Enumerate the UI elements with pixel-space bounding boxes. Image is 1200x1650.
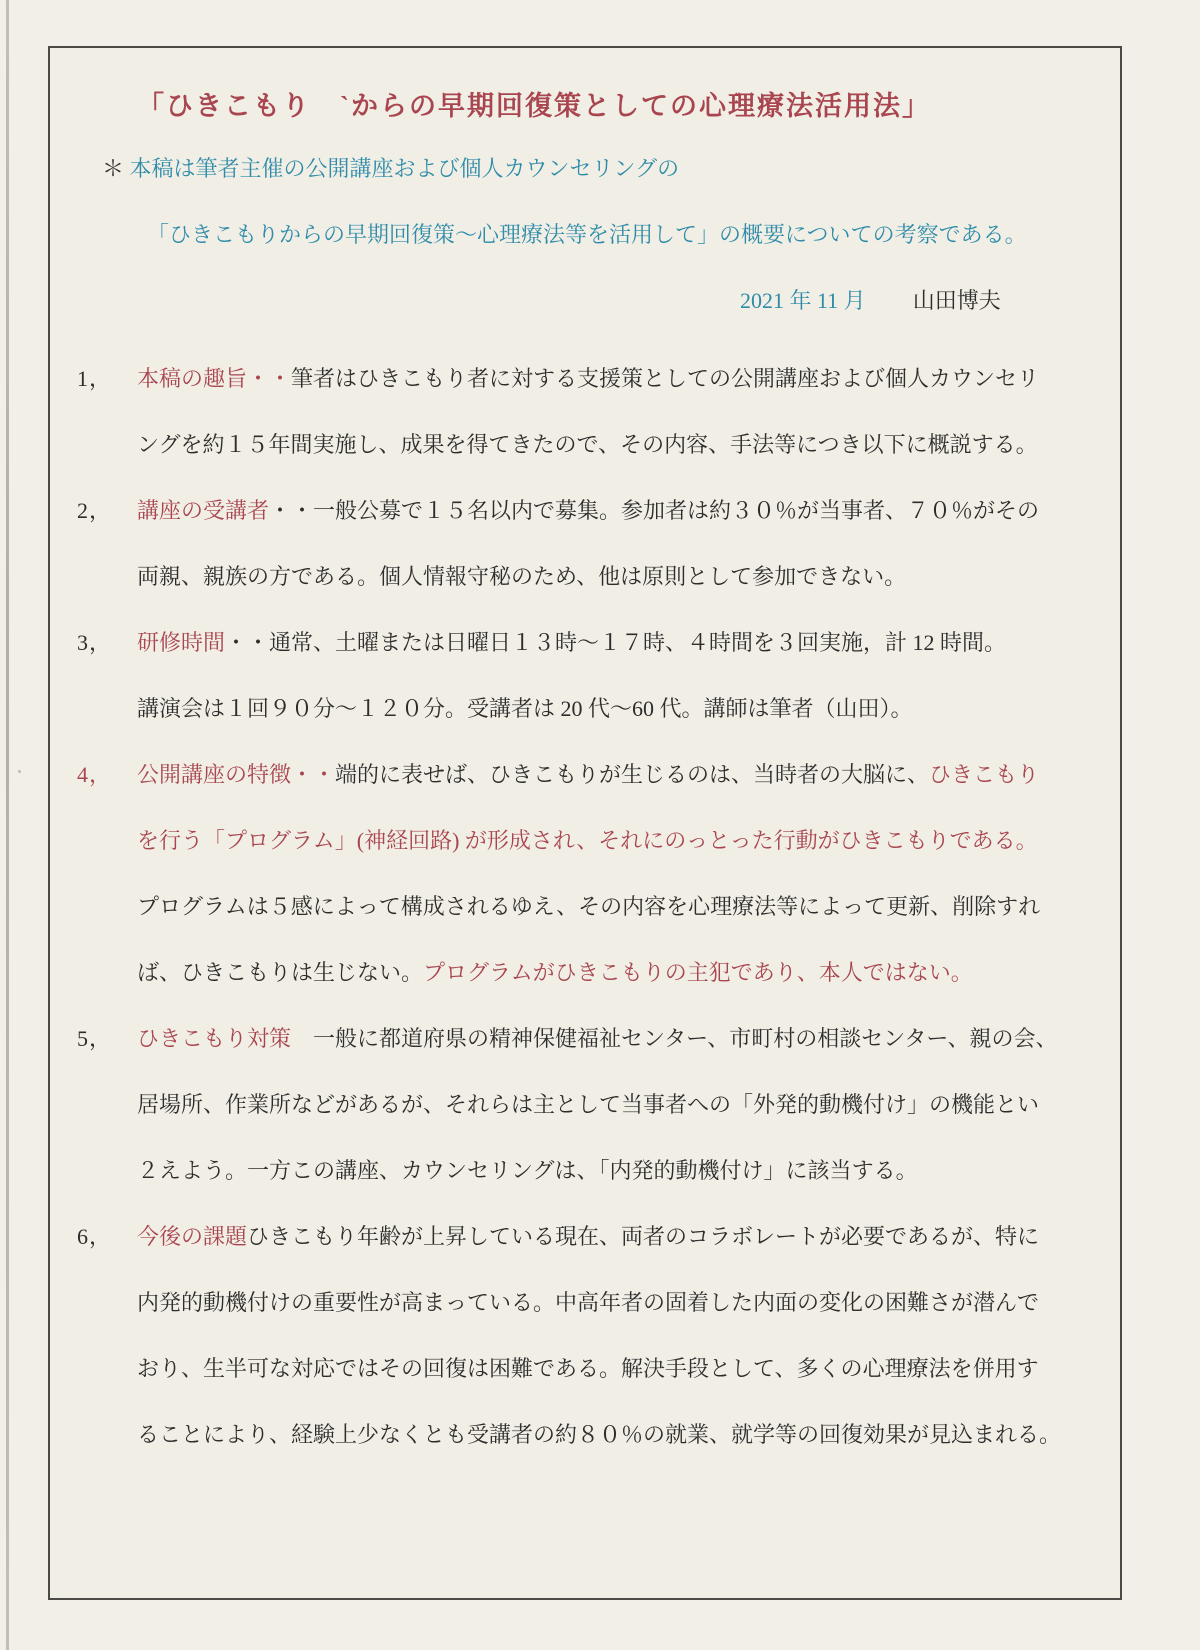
document-frame: [48, 46, 1122, 1600]
text-segment: 筆者はひきこもり者に対する支援策としての公開講座および個人カウンセリ: [291, 366, 1040, 391]
text-segment: 研修時間: [137, 630, 226, 655]
text-segment: 講演会は１回９０分～１２０分。受講者は 20 代～60 代。講師は筆者（山田）。: [137, 696, 913, 721]
text-segment: 一般に都道府県の精神保健福祉センター、市町村の相談センター、親の会、: [291, 1026, 1058, 1051]
text-segment: ２えよう。一方この講座、カウンセリングは、「内発的動機付け」に該当する。: [137, 1158, 918, 1183]
date-text: 2021 年 11 月: [740, 288, 866, 313]
section-3-line-2: [50, 676, 1120, 742]
text-segment: 端的に表せば、ひきこもりが生じるのは、当時者の大脳に、: [335, 762, 930, 787]
section-number: 5，: [77, 1026, 113, 1051]
text-segment: プログラムがひきこもりの主犯であり、本人ではない。: [423, 960, 973, 985]
section-6: [50, 1204, 1120, 1468]
author-name: 山田博夫: [912, 288, 1001, 313]
section-5: [50, 1006, 1120, 1204]
section-number: 6，: [77, 1224, 113, 1249]
text-segment: ・・一般公募で１５名以内で募集。参加者は約３０％が当事者、７０％がその: [269, 498, 1040, 523]
scanner-edge-shadow: [6, 0, 9, 1650]
byline: [50, 268, 1120, 334]
section-5-line-1: [50, 1006, 1120, 1072]
text-segment: おり、生半可な対応ではその回復は困難である。解決手段として、多くの心理療法を併用す: [137, 1356, 1039, 1381]
text-segment: を行う「プログラム」(神経回路) が形成され、それにのっとった行動がひきこもりである。: [137, 828, 1038, 853]
text-segment: ングを約１５年間実施し、成果を得てきたので、その内容、手法等につき以下に概説する。: [137, 432, 1038, 457]
section-number: 2，: [77, 498, 113, 523]
quote-line: 「ひきこもりからの早期回復策～心理療法等を活用して」の概要についての考察である。: [147, 222, 1027, 247]
section-number: 3，: [77, 630, 113, 655]
section-2-line-2: [50, 544, 1120, 610]
text-segment: ひきこもり年齢が上昇している現在、両者のコラボレートが必要であるが、特に: [247, 1224, 1040, 1249]
section-number: 1，: [77, 366, 113, 391]
text-segment: ・・通常、土曜または日曜日１３時～１７時、４時間を３回実施，計 12 時間。: [225, 630, 1007, 655]
note-text: 本稿は筆者主催の公開講座および個人カウンセリングの: [129, 156, 680, 181]
text-segment: 本稿の趣旨・・: [137, 366, 292, 391]
section-2: [50, 478, 1120, 610]
text-segment: 居場所、作業所などがあるが、それらは主として当事者への「外発的動機付け」の機能とい: [137, 1092, 1040, 1117]
text-segment: 公開講座の特徴・・: [137, 762, 336, 787]
section-6-line-3: [50, 1336, 1120, 1402]
scan-speck: [18, 770, 21, 773]
text-segment: ひきこもり対策: [137, 1026, 292, 1051]
section-6-line-2: [50, 1270, 1120, 1336]
section-3-line-1: [50, 610, 1120, 676]
text-segment: 内発的動機付けの重要性が高まっている。中高年者の固着した内面の変化の困難さが潜んで: [137, 1290, 1040, 1315]
section-6-line-4: [50, 1402, 1120, 1468]
section-4-line-4: [50, 940, 1120, 1006]
asterisk-mark: ＊: [102, 156, 125, 181]
section-4-line-2: [50, 808, 1120, 874]
section-5-line-3: [50, 1138, 1120, 1204]
text-segment: ば、ひきこもりは生じない。: [137, 960, 424, 985]
section-3: [50, 610, 1120, 742]
section-4-line-3: [50, 874, 1120, 940]
section-1: [50, 346, 1120, 478]
section-number: 4，: [77, 762, 113, 787]
note-line: [50, 136, 1120, 202]
section-5-line-2: [50, 1072, 1120, 1138]
text-segment: ひきこもり: [929, 762, 1040, 787]
section-4: [50, 742, 1120, 1006]
section-1-line-1: [50, 346, 1120, 412]
numbered-sections: [50, 346, 1120, 1468]
text-segment: ることにより、経験上少なくとも受講者の約８０％の就業、就学等の回復効果が見込まれる。: [137, 1422, 1062, 1447]
section-6-line-1: [50, 1204, 1120, 1270]
text-segment: 講座の受講者: [137, 498, 270, 523]
text-segment: プログラムは５感によって構成されるゆえ、その内容を心理療法等によって更新、削除すれ: [137, 894, 1041, 919]
document-content: [50, 48, 1120, 1598]
section-4-line-1: [50, 742, 1120, 808]
section-2-line-1: [50, 478, 1120, 544]
section-1-line-2: [50, 412, 1120, 478]
text-segment: 両親、親族の方である。個人情報守秘のため、他は原則として参加できない。: [137, 564, 907, 589]
text-segment: 今後の課題: [137, 1224, 248, 1249]
page-title: 「ひきこもり `からの早期回復策としての心理療法活用法」: [137, 91, 931, 121]
